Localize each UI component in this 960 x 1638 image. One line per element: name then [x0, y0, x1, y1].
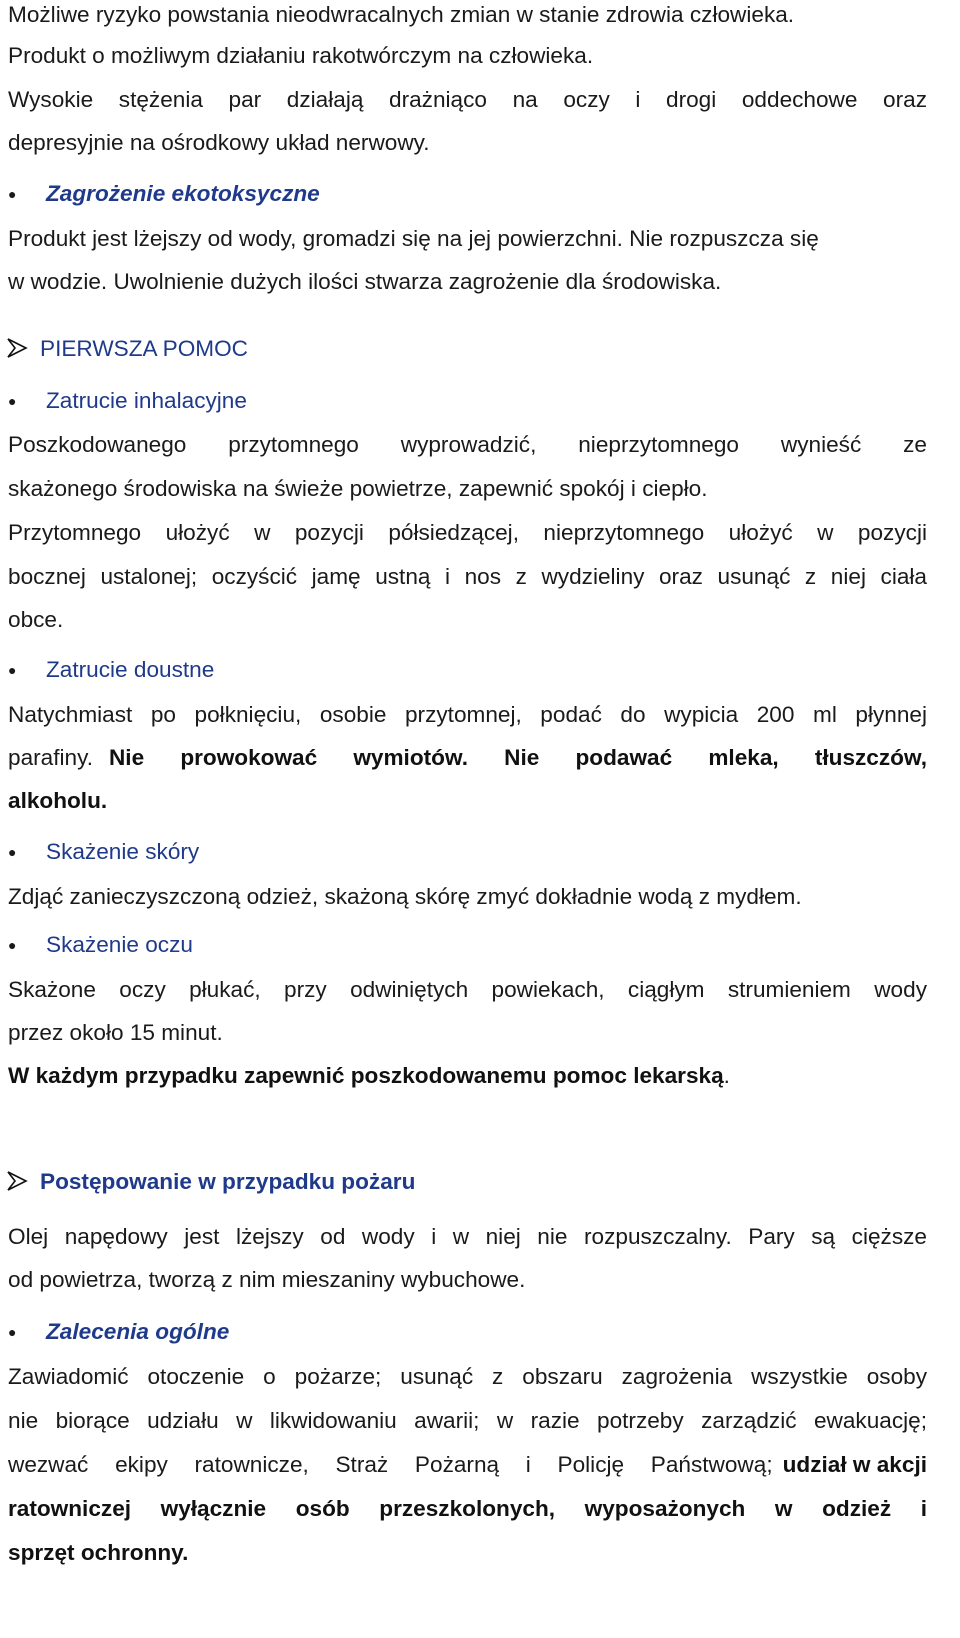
- oral-plain-text: parafiny.: [8, 745, 93, 770]
- bullet-dot-icon: ●: [8, 186, 17, 202]
- text-line: obce.: [8, 607, 64, 632]
- text-line: [8, 0, 927, 30]
- text-line: ratowniczej wyłącznie osób przeszkolonych, wyposażonych w odzież i: [8, 1496, 927, 1521]
- first-aid-heading: PIERWSZA POMOC: [40, 336, 248, 361]
- final-warning-text: W każdym przypadku zapewnić poszkodowanemu pomoc lekarską: [8, 1063, 724, 1088]
- final-dot: .: [723, 1063, 730, 1088]
- eyes-heading: Skażenie oczu: [46, 932, 193, 957]
- general-plain-text: wezwać ekipy ratownicze, Straż Pożarną i Policję Państwową;: [8, 1452, 773, 1477]
- text-line: depresyjnie na ośrodkowy układ nerwowy.: [8, 130, 430, 155]
- text-line: w wodzie. Uwolnienie dużych ilości stwarza zagrożenie dla środowiska.: [8, 269, 722, 294]
- text-line: nie biorące udziału w likwidowaniu awarii; w razie potrzeby zarządzić ewakuację;: [8, 1408, 927, 1433]
- text-line: [8, 743, 927, 773]
- text-line: Skażone oczy płukać, przy odwiniętych powiekach, ciągłym strumieniem wody: [8, 977, 927, 1002]
- text-line: przez około 15 minut.: [8, 1020, 223, 1045]
- text-line: Produkt o możliwym działaniu rakotwórczym na człowieka.: [8, 43, 594, 68]
- text-line: [8, 1061, 927, 1091]
- text-line: [8, 1450, 927, 1480]
- bullet-dot-icon: ●: [8, 937, 17, 953]
- oral-heading: Zatrucie doustne: [46, 657, 215, 682]
- general-heading: Zalecenia ogólne: [46, 1319, 230, 1344]
- text-line: skażonego środowiska na świeże powietrze, zapewnić spokój i ciepło.: [8, 476, 708, 501]
- arrowhead-outline-icon: [6, 1170, 28, 1192]
- arrowhead-outline-icon: [6, 337, 28, 359]
- text-line: Zawiadomić otoczenie o pożarze; usunąć z obszaru zagrożenia wszystkie osoby: [8, 1364, 927, 1389]
- text-line: od powietrza, tworzą z nim mieszaniny wybuchowe.: [8, 1267, 526, 1292]
- fire-heading: Postępowanie w przypadku pożaru: [40, 1169, 416, 1194]
- text-line: Produkt jest lżejszy od wody, gromadzi się na jej powierzchni. Nie rozpuszcza się: [8, 226, 819, 251]
- general-bold-text: udział w akcji: [782, 1452, 927, 1477]
- oral-warning-text: Nie prowokować wymiotów. Nie podawać mleka, tłuszczów,: [108, 745, 927, 770]
- inhal-heading: Zatrucie inhalacyjne: [46, 388, 247, 413]
- ekotoks-heading: Zagrożenie ekotoksyczne: [46, 181, 320, 206]
- text-line-content: Możliwe ryzyko powstania nieodwracalnych zmian w stanie zdrowia człowieka.: [8, 2, 795, 27]
- bullet-dot-icon: ●: [8, 844, 17, 860]
- bullet-dot-icon: ●: [8, 1324, 17, 1340]
- text-line: Olej napędowy jest lżejszy od wody i w niej nie rozpuszczalny. Pary są cięższe: [8, 1224, 927, 1249]
- bullet-dot-icon: ●: [8, 393, 17, 409]
- text-line: Zdjąć zanieczyszczoną odzież, skażoną skórę zmyć dokładnie wodą z mydłem.: [8, 884, 802, 909]
- text-line: Przytomnego ułożyć w pozycji półsiedzącej, nieprzytomnego ułożyć w pozycji: [8, 520, 927, 545]
- skin-heading: Skażenie skóry: [46, 839, 200, 864]
- bullet-dot-icon: ●: [8, 662, 17, 678]
- text-line: Wysokie stężenia par działają drażniąco na oczy i drogi oddechowe oraz: [8, 87, 927, 112]
- text-line: Poszkodowanego przytomnego wyprowadzić, nieprzytomnego wynieść ze: [8, 432, 927, 457]
- text-line: alkoholu.: [8, 788, 108, 813]
- text-line: Natychmiast po połknięciu, osobie przytomnej, podać do wypicia 200 ml płynnej: [8, 702, 927, 727]
- text-line: sprzęt ochronny.: [8, 1540, 189, 1565]
- text-line: bocznej ustalonej; oczyścić jamę ustną i nos z wydzieliny oraz usunąć z niej ciała: [8, 564, 927, 589]
